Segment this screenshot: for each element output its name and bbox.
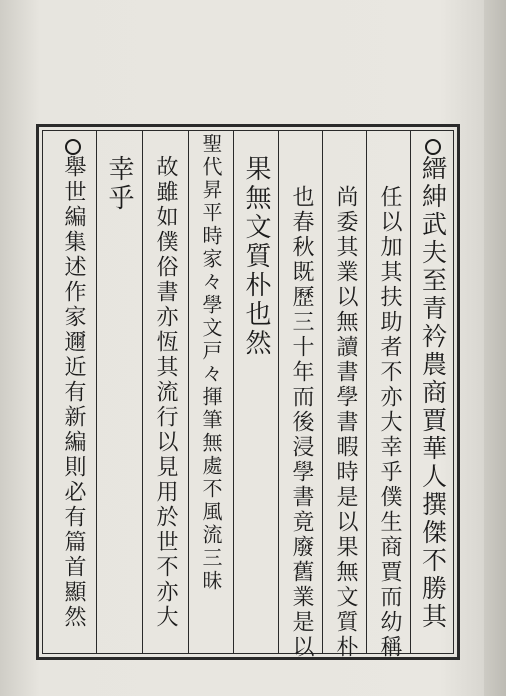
circle-mark-icon: [65, 139, 81, 155]
column-text: 任以加其扶助者不亦大幸乎僕生商賈而幼稱: [377, 185, 402, 660]
column-text: 縉紳武夫至青衿農商賈華人撰傑不勝其: [418, 155, 448, 631]
text-column-2: [366, 133, 412, 660]
column-text: 舉世編集述作家邇近有新編則必有篇首顯然: [61, 155, 86, 630]
circle-mark-icon: [425, 139, 441, 155]
text-column-4: [278, 133, 324, 660]
column-text: 聖代昇平時家々學文戸々揮筆無處不風流三昧: [199, 133, 223, 593]
text-column-7: [142, 133, 188, 651]
text-column-8: [96, 133, 142, 651]
text-column-9: [50, 133, 96, 651]
text-column-1: [410, 133, 456, 651]
column-text: 也春秋既歷三十年而後浸學書竟廢舊業是以: [289, 185, 314, 660]
column-text: 幸乎: [104, 155, 134, 213]
column-text: 尚委其業以無讀書學書暇時是以果無文質朴: [333, 185, 358, 660]
column-text: 果無文質朴也然: [241, 155, 271, 358]
text-column-6: [188, 133, 234, 651]
column-text: 故雖如僕俗書亦恆其流行以見用於世不亦大: [153, 155, 178, 630]
book-spine: [484, 0, 506, 696]
text-column-3: [322, 133, 368, 660]
text-column-5: [233, 133, 279, 651]
